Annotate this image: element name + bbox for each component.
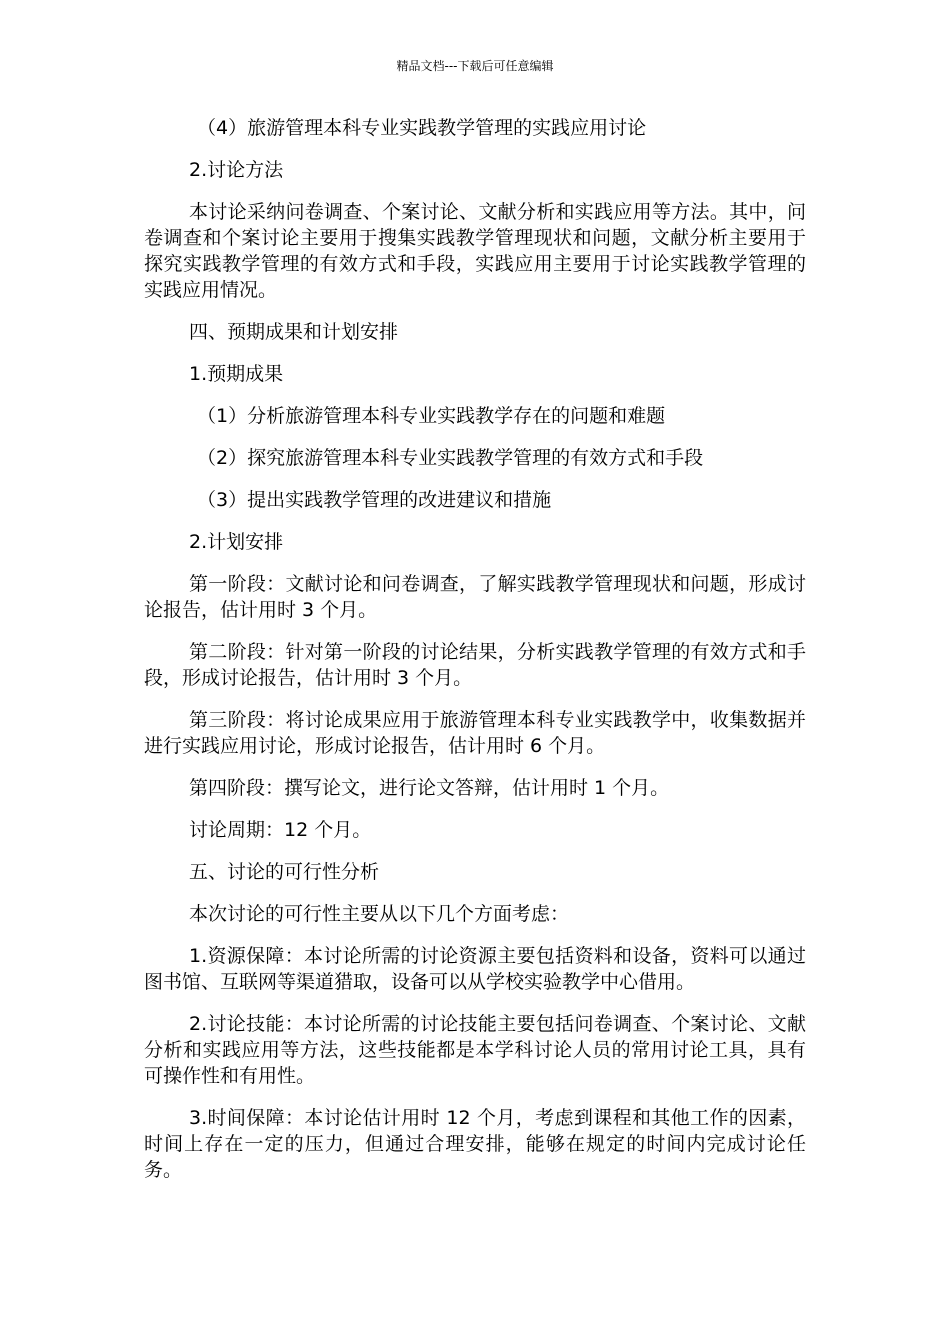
paragraph-skills: 2.讨论技能：本讨论所需的讨论技能主要包括问卷调查、个案讨论、文献分析和实践应用等方法，这些技能都是本学科讨论人员的常用讨论工具，具有可操作性和有用性。 xyxy=(144,1013,806,1087)
paragraph-stage-1: 第一阶段：文献讨论和问卷调查，了解实践教学管理现状和问题，形成讨论报告，估计用时 3 个月。 xyxy=(144,573,806,621)
section-heading-5: 五、讨论的可行性分析 xyxy=(189,861,380,883)
paragraph-feasibility-intro: 本次讨论的可行性主要从以下几个方面考虑： xyxy=(189,903,570,925)
page-header: 精品文档---下载后可任意编辑 xyxy=(396,59,554,73)
paragraph-stage-3: 第三阶段：将讨论成果应用于旅游管理本科专业实践教学中，收集数据并进行实践应用讨论，形成讨论报告，估计用时 6 个月。 xyxy=(144,709,806,757)
subheading-methods: 2.讨论方法 xyxy=(189,159,284,181)
paragraph-period: 讨论周期：12 个月。 xyxy=(189,819,372,841)
paragraph-stage-2: 第二阶段：针对第一阶段的讨论结果，分析实践教学管理的有效方式和手段，形成讨论报告，估计用时 3 个月。 xyxy=(144,641,806,689)
subheading-expected-results: 1.预期成果 xyxy=(189,363,284,385)
list-item-3: （3）提出实践教学管理的改进建议和措施 xyxy=(197,489,552,511)
list-item-1: （1）分析旅游管理本科专业实践教学存在的问题和难题 xyxy=(197,405,666,427)
paragraph-stage-4: 第四阶段：撰写论文，进行论文答辩，估计用时 1 个月。 xyxy=(189,777,670,799)
paragraph-methods: 本讨论采纳问卷调查、个案讨论、文献分析和实践应用等方法。其中，问卷调查和个案讨论主要用于搜集实践教学管理现状和问题，文献分析主要用于探究实践教学管理的有效方式和手段，实践应用主要用于讨论实践教学管理的实践应用情况。 xyxy=(144,201,806,301)
paragraph-time: 3.时间保障：本讨论估计用时 12 个月，考虑到课程和其他工作的因素，时间上存在一定的压力，但通过合理安排，能够在规定的时间内完成讨论任务。 xyxy=(144,1107,806,1181)
list-item-2: （2）探究旅游管理本科专业实践教学管理的有效方式和手段 xyxy=(197,447,704,469)
list-item-4: （4）旅游管理本科专业实践教学管理的实践应用讨论 xyxy=(197,117,647,139)
section-heading-4: 四、预期成果和计划安排 xyxy=(189,321,399,343)
document-body xyxy=(144,115,806,1199)
paragraph-resources: 1.资源保障：本讨论所需的讨论资源主要包括资料和设备，资料可以通过图书馆、互联网等渠道猎取，设备可以从学校实验教学中心借用。 xyxy=(144,945,806,993)
subheading-plan: 2.计划安排 xyxy=(189,531,284,553)
